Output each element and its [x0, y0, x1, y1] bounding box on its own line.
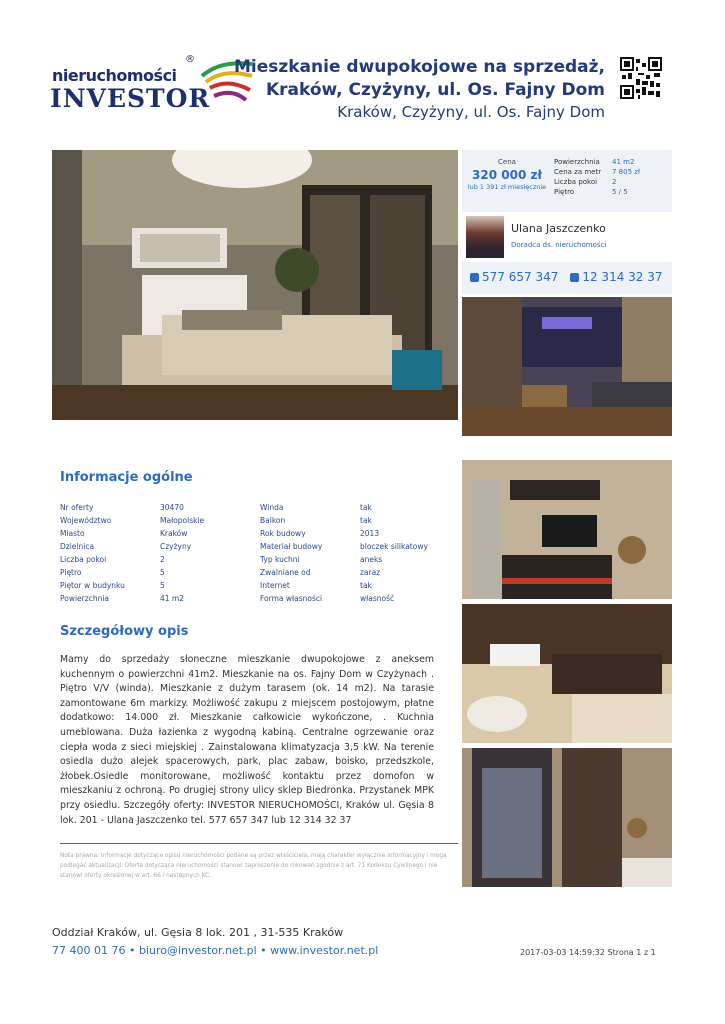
description-text: Mamy do sprzedaży słoneczne mieszkanie dwupokojowe z aneksem kuchennym o powierzchni 41m2. Mieszkanie na os. Fajny Dom w Czyżynach . Piętro V/V (winda). Mieszkanie z dużym tarasem (ok. 14 m2). Na tarasie zamontowane 6m markizy. Możliwość zakupu z miejscem postojowym, płatne dodatkowo: 14.000 zł. Mieszkanie całkowicie wykończone, . Kuchnia umeblowana. Duża łazienka z wygodną kabiną. Centralne ogrzewanie oraz ciepła woda z sieci miejskiej . Zainstalowana klimatyzacja 3,5 kW. Na terenie osiedla dużo alejek spacerowych, park, plac zabaw, boisko, przedszkole, żłobek.Osiedle monitorowane, możliwość kontaktu przez domofon w mieszkaniu z ochroną. Po drugiej strony ulicy sklep Biedronka. Przystanek MPK przy osiedlu. Szczegóły oferty: INVESTOR NIERUCHOMOŚCI, Kraków ul. Gęsia 8 lok. 201 - Ulana Jaszczenko tel. 577 657 347 lub 12 314 32 37 — [60, 654, 434, 826]
info-label: Nr oferty — [60, 503, 94, 512]
param-row — [554, 188, 669, 198]
info-label: Rok budowy — [260, 529, 306, 538]
phone-icon — [470, 273, 479, 282]
phone-icon — [570, 273, 579, 282]
info-value: Kraków — [160, 529, 188, 538]
info-label: Powierzchnia — [60, 594, 110, 603]
general-info-table — [60, 503, 440, 607]
price-value: 320 000 zł — [472, 168, 542, 182]
qr-code-icon[interactable] — [620, 57, 662, 99]
agent-name: Ulana Jaszczenko — [511, 222, 606, 235]
info-label: Winda — [260, 503, 284, 512]
param-label: Piętro — [554, 188, 575, 196]
info-value: aneks — [360, 555, 383, 564]
price-box — [462, 150, 552, 212]
logo-registered-mark: ® — [185, 54, 195, 65]
info-value: tak — [360, 503, 372, 512]
info-value: 2013 — [360, 529, 380, 538]
info-row — [60, 581, 440, 594]
info-label: Piętro — [60, 568, 82, 577]
page-subtitle: Kraków, Czyżyny, ul. Os. Fajny Dom — [337, 103, 605, 121]
offer-summary-panel — [462, 150, 672, 294]
logo-text-top: nieruchomości — [52, 66, 177, 85]
kitchen-illustration — [462, 460, 672, 599]
info-value: 30470 — [160, 503, 184, 512]
section-title-description: Szczegółowy opis — [60, 624, 189, 639]
param-label: Cena za metr — [554, 168, 602, 176]
info-row — [60, 555, 440, 568]
photo-living-room[interactable] — [462, 297, 672, 436]
info-label: Miasto — [60, 529, 85, 538]
footer-address: Oddział Kraków, ul. Gęsia 8 lok. 201 , 31-535 Kraków — [52, 926, 344, 939]
info-value: tak — [360, 516, 372, 525]
info-value: tak — [360, 581, 372, 590]
info-label: Typ kuchni — [260, 555, 300, 564]
param-value: 5 / 5 — [612, 188, 628, 196]
info-row — [60, 503, 440, 516]
info-row — [60, 529, 440, 542]
info-value: 2 — [160, 555, 165, 564]
param-row — [554, 168, 669, 178]
bedroom-illustration — [52, 150, 458, 420]
info-value: własność — [360, 594, 395, 603]
info-value: bloczek silikatowy — [360, 542, 428, 551]
photo-kitchen[interactable] — [462, 460, 672, 599]
legal-note: Nota prawna: Informacje dotyczące opisu nieruchomości podane są przez właściciela, mają charakter wyłącznie informacyjny i mogą podlegać aktualizacji. Oferta dotycząca nieruchomości stanowi zaproszenie do rokowań zgodnie z art. 71 Kodeksu Cywilnego i nie stanowi oferty określonej w art. 66 i następnych KC. — [60, 853, 447, 879]
info-value: Małopolskie — [160, 516, 205, 525]
phone-link-landline[interactable] — [570, 270, 662, 284]
info-row — [60, 516, 440, 529]
info-label: Forma własności — [260, 594, 323, 603]
section-title-general-info: Informacje ogólne — [60, 470, 193, 485]
param-value: 7 805 zł — [612, 168, 640, 176]
info-label: Liczba pokoi — [60, 555, 107, 564]
phone-number: 577 657 347 — [482, 270, 559, 284]
price-monthly: lub 1 391 zł miesięcznie — [467, 183, 547, 191]
param-label: Powierzchnia — [554, 158, 600, 166]
agent-card[interactable] — [462, 212, 672, 262]
phone-number: 12 314 32 37 — [582, 270, 663, 284]
info-label: Materiał budowy — [260, 542, 323, 551]
info-value: 5 — [160, 581, 165, 590]
divider — [60, 843, 458, 844]
param-row — [554, 158, 669, 168]
footer-contact-links[interactable]: 77 400 01 76 • biuro@investor.net.pl • www.investor.net.pl — [52, 944, 379, 957]
living-room-illustration — [462, 297, 672, 436]
agent-avatar — [466, 216, 504, 258]
info-label: Dzielnica — [60, 542, 95, 551]
param-label: Liczba pokoi — [554, 178, 598, 186]
main-photo-bedroom[interactable] — [52, 150, 458, 420]
info-row — [60, 542, 440, 555]
info-label: Województwo — [60, 516, 112, 525]
param-value: 41 m2 — [612, 158, 635, 166]
agent-role: Doradca ds. nieruchomości — [511, 241, 607, 249]
info-value: zaraz — [360, 568, 381, 577]
info-row — [60, 568, 440, 581]
info-label: Zwalniane od — [260, 568, 311, 577]
key-params — [554, 158, 669, 198]
photo-bathroom-shower[interactable] — [462, 748, 672, 887]
price-label: Cena — [498, 158, 516, 166]
phone-link-mobile[interactable] — [470, 270, 558, 284]
info-row — [60, 594, 440, 607]
info-value: 41 m2 — [160, 594, 185, 603]
info-value: 5 — [160, 568, 165, 577]
info-label: Internet — [260, 581, 290, 590]
agent-phones — [470, 270, 663, 284]
info-label: Balkon — [260, 516, 286, 525]
bathroom-sink-illustration — [462, 604, 672, 743]
param-row — [554, 178, 669, 188]
bathroom-shower-illustration — [462, 748, 672, 887]
photo-bathroom-sink[interactable] — [462, 604, 672, 743]
logo-text-bottom: INVESTOR — [50, 84, 211, 113]
info-value: Czyżyny — [160, 542, 192, 551]
info-label: Piętor w budynku — [60, 581, 125, 590]
page-title: Mieszkanie dwupokojowe na sprzedaż, Kraków, Czyżyny, ul. Os. Fajny Dom — [233, 57, 605, 100]
param-value: 2 — [612, 178, 617, 186]
print-timestamp: 2017-03-03 14:59:32 Strona 1 z 1 — [520, 948, 656, 957]
